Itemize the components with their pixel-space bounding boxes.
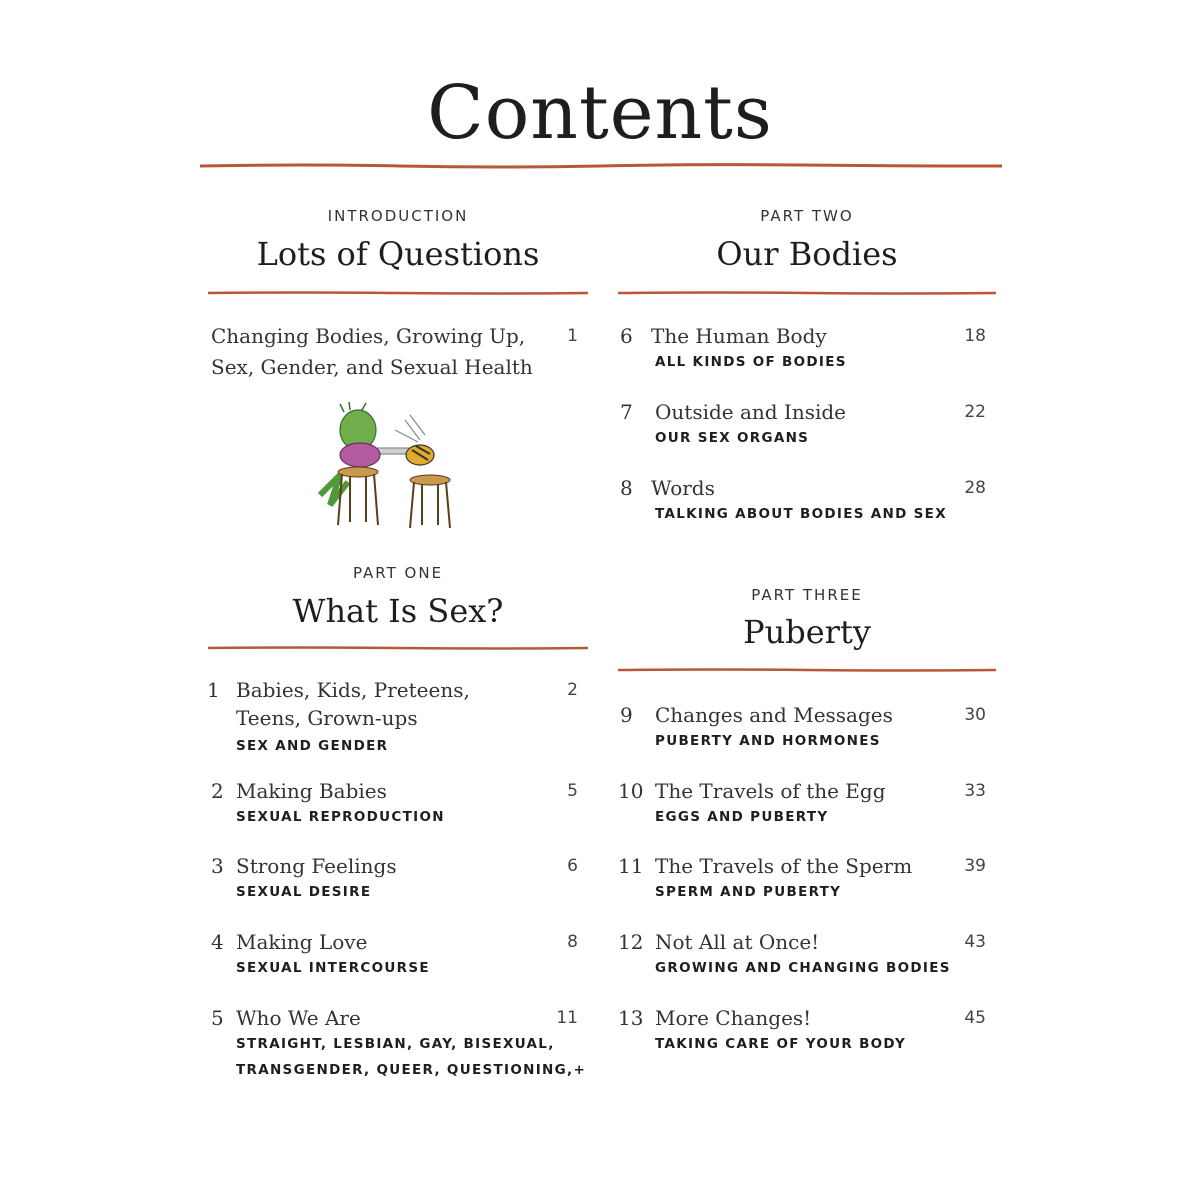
chapter-title[interactable]: Babies, Kids, Preteens, bbox=[236, 678, 470, 702]
chapter-title[interactable]: Changes and Messages bbox=[655, 703, 893, 727]
chapter-title[interactable]: More Changes! bbox=[655, 1006, 812, 1030]
chapter-page: 33 bbox=[964, 781, 986, 801]
chapter-number: 10 bbox=[618, 779, 644, 803]
chapter-page: 22 bbox=[964, 402, 986, 422]
chapter-number: 8 bbox=[620, 476, 633, 500]
chapter-title[interactable]: Outside and Inside bbox=[655, 400, 847, 424]
chapter-subtitle: TALKING ABOUT BODIES AND SEX bbox=[655, 506, 947, 522]
chapter-page: 30 bbox=[964, 705, 986, 725]
chapter-subtitle: TAKING CARE OF YOUR BODY bbox=[655, 1036, 907, 1052]
chapter-title[interactable]: Words bbox=[651, 476, 715, 500]
chapter-number: 5 bbox=[211, 1006, 224, 1030]
chapter-number: 13 bbox=[618, 1006, 644, 1030]
chapter-subtitle: EGGS AND PUBERTY bbox=[655, 809, 829, 825]
chapter-page: 18 bbox=[964, 326, 986, 346]
intro-entry-line2[interactable]: Sex, Gender, and Sexual Health bbox=[211, 355, 533, 379]
chapter-page: 2 bbox=[567, 680, 578, 700]
chapter-subtitle: ALL KINDS OF BODIES bbox=[655, 354, 847, 370]
title-divider bbox=[200, 162, 1002, 167]
chapter-subtitle: SPERM AND PUBERTY bbox=[655, 884, 842, 900]
chapter-title[interactable]: Making Babies bbox=[236, 779, 387, 803]
intro-title: Lots of Questions bbox=[256, 235, 540, 273]
chapter-title[interactable]: Strong Feelings bbox=[236, 854, 397, 878]
part-two-divider bbox=[618, 290, 996, 295]
part-three-title: Puberty bbox=[743, 613, 871, 651]
chapter-subtitle: STRAIGHT, LESBIAN, GAY, BISEXUAL, bbox=[236, 1036, 555, 1052]
chapter-page: 8 bbox=[567, 932, 578, 952]
intro-label: INTRODUCTION bbox=[327, 207, 469, 225]
chapter-title[interactable]: The Travels of the Egg bbox=[655, 779, 886, 803]
chapter-subtitle: SEXUAL DESIRE bbox=[236, 884, 372, 900]
part-one-divider bbox=[208, 645, 588, 650]
chapter-number: 2 bbox=[211, 779, 224, 803]
chapter-page: 11 bbox=[556, 1008, 578, 1028]
chapter-number: 11 bbox=[618, 854, 644, 878]
intro-page: 1 bbox=[567, 326, 578, 346]
chapter-title[interactable]: Who We Are bbox=[236, 1006, 361, 1030]
chapter-title[interactable]: Teens, Grown-ups bbox=[236, 706, 418, 730]
page-title: Contents bbox=[427, 70, 773, 156]
chapter-number: 4 bbox=[211, 930, 224, 954]
intro-divider bbox=[208, 290, 588, 295]
chapter-subtitle: OUR SEX ORGANS bbox=[655, 430, 810, 446]
chapter-number: 7 bbox=[620, 400, 633, 424]
chapter-subtitle: SEXUAL INTERCOURSE bbox=[236, 960, 430, 976]
intro-entry-line1[interactable]: Changing Bodies, Growing Up, bbox=[211, 324, 526, 348]
chapter-number: 3 bbox=[211, 854, 224, 878]
part-three-divider bbox=[618, 667, 996, 672]
illustration bbox=[300, 400, 470, 535]
chapter-title[interactable]: Not All at Once! bbox=[655, 930, 820, 954]
chapter-subtitle: PUBERTY AND HORMONES bbox=[655, 733, 881, 749]
chapter-page: 43 bbox=[964, 932, 986, 952]
chapter-page: 39 bbox=[964, 856, 986, 876]
chapter-subtitle: GROWING AND CHANGING BODIES bbox=[655, 960, 951, 976]
part-two-title: Our Bodies bbox=[716, 235, 898, 273]
chapter-page: 45 bbox=[964, 1008, 986, 1028]
chapter-page: 28 bbox=[964, 478, 986, 498]
chapter-subtitle: TRANSGENDER, QUEER, QUESTIONING,+ bbox=[236, 1062, 587, 1078]
creatures-at-table-icon bbox=[300, 400, 470, 535]
chapter-subtitle: SEX AND GENDER bbox=[236, 738, 389, 754]
part-two-label: PART TWO bbox=[760, 207, 854, 225]
chapter-page: 6 bbox=[567, 856, 578, 876]
part-three-label: PART THREE bbox=[751, 586, 863, 604]
chapter-title[interactable]: The Travels of the Sperm bbox=[655, 854, 913, 878]
chapter-number: 9 bbox=[620, 703, 633, 727]
part-one-label: PART ONE bbox=[352, 564, 444, 582]
chapter-title[interactable]: The Human Body bbox=[651, 324, 827, 348]
chapter-title[interactable]: Making Love bbox=[236, 930, 368, 954]
part-one-title: What Is Sex? bbox=[292, 592, 504, 630]
chapter-subtitle: SEXUAL REPRODUCTION bbox=[236, 809, 445, 825]
chapter-number: 12 bbox=[618, 930, 644, 954]
chapter-page: 5 bbox=[567, 781, 578, 801]
chapter-number: 1 bbox=[207, 678, 220, 702]
chapter-number: 6 bbox=[620, 324, 633, 348]
